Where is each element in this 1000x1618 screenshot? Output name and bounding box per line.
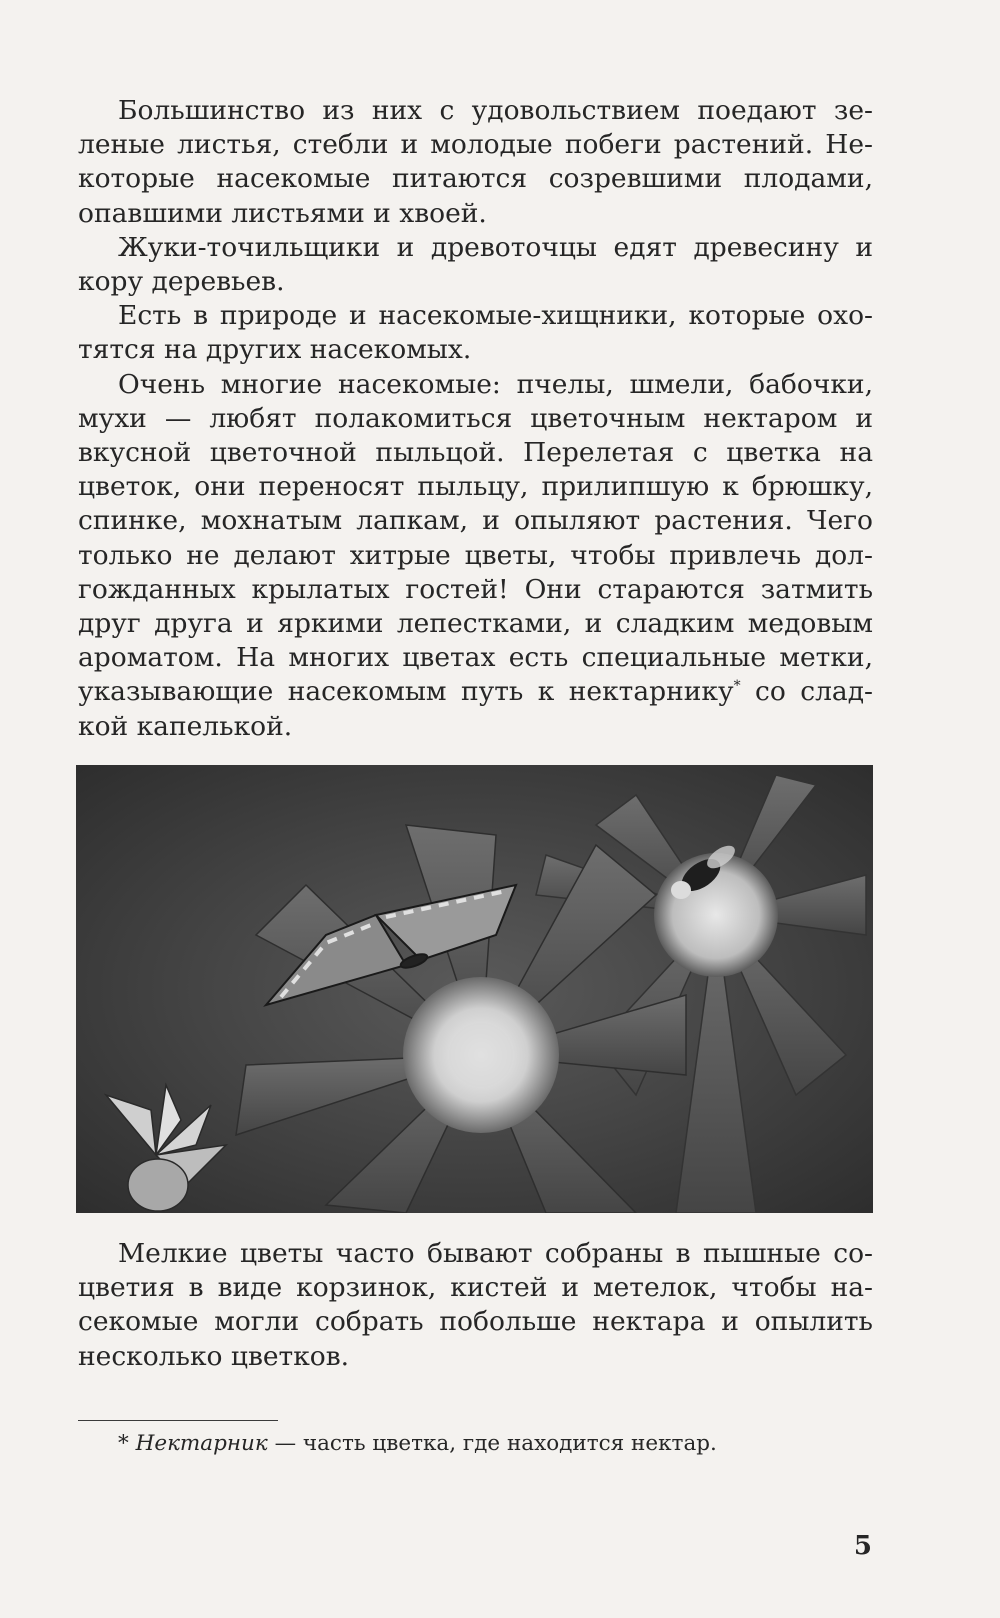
paragraph-4 bbox=[78, 368, 873, 744]
footnote-definition: — часть цветка, где находится нектар. bbox=[267, 1431, 717, 1456]
page-number: 5 bbox=[853, 1531, 872, 1561]
body-text-top bbox=[78, 94, 873, 744]
paragraph-3: Есть в природе и насекомые-хищники, которые охотятся на других насекомых. bbox=[78, 300, 873, 366]
paragraph-1: Большинство из них с удовольствием поедают зеленые листья, стебли и молодые побеги растений. Некоторые насекомые питаются созревшими плодами, опавшими листьями и хвоей. bbox=[78, 95, 873, 229]
body-text-bottom bbox=[78, 1237, 873, 1374]
footnote-term: Нектарник bbox=[135, 1431, 268, 1456]
paragraph-4-text: Очень многие насекомые: пчелы, шмели, бабочки, мухи — любят полакомиться цветочным нектаром и вкусной цветочной пыльцой. Перелетая с цветка на цветок, они переносят пыльцу, прилипшую к брюшку, спинке, мохнатым лапкам, и опыляют растения. Чего только не делают хитрые цветы, чтобы привлечь долгожданных крылатых гостей! Они стараются затмить друг друга и яркими лепестками, и сладким медовым ароматом. На многих цветах есть специальные метки, указывающие насекомым путь к нектарнику bbox=[78, 368, 873, 708]
paragraph-4-tail: со сладкой капелькой. bbox=[78, 676, 873, 742]
footnote-divider bbox=[78, 1420, 278, 1421]
photo-illustration bbox=[76, 765, 873, 1213]
footnote-asterisk: * bbox=[118, 1431, 129, 1456]
footnote bbox=[118, 1430, 717, 1458]
butterfly-bee-flowers-photo bbox=[76, 765, 873, 1213]
paragraph-2: Жуки-точильщики и древоточцы едят древесину и кору деревьев. bbox=[78, 231, 873, 298]
paragraph-5: Мелкие цветы часто бывают собраны в пышные соцветия в виде корзинок, кистей и метелок, чтобы насекомые могли собрать побольше нектара и опылить несколько цветков. bbox=[78, 1238, 873, 1372]
footnote-mark[interactable]: * bbox=[733, 678, 741, 695]
